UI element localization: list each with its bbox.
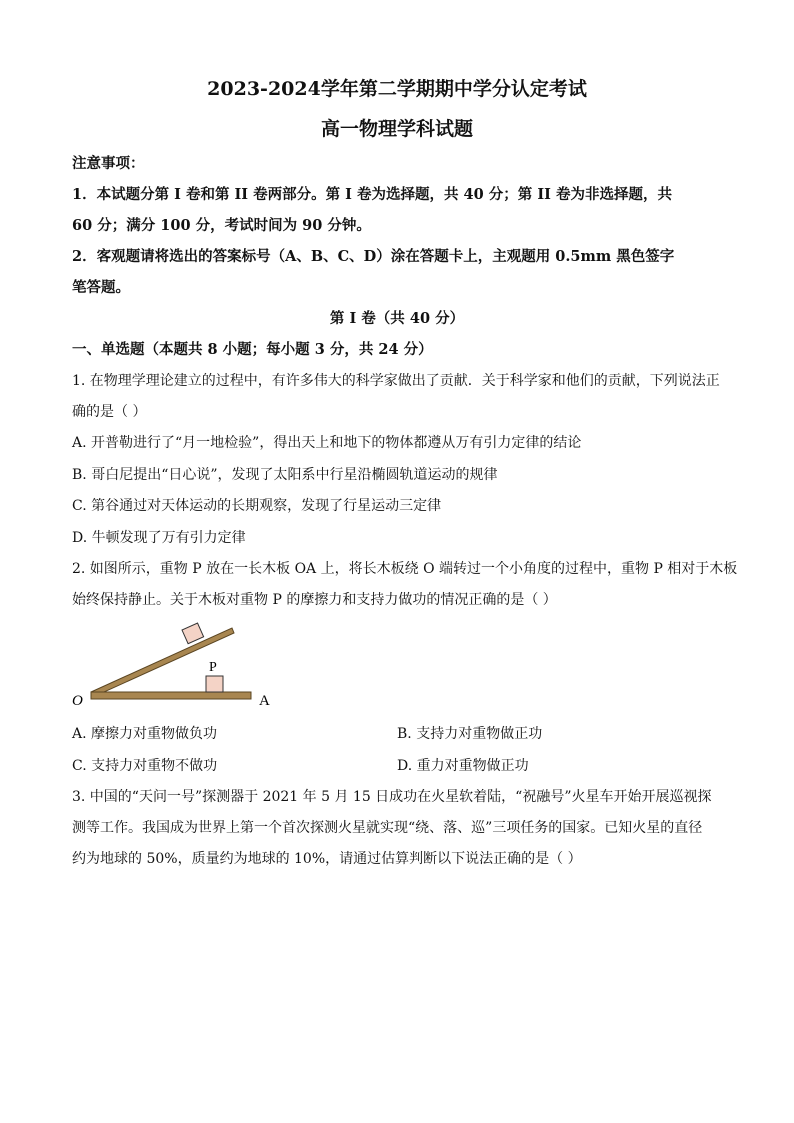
notice-heading: 注意事项： — [72, 155, 145, 172]
q1-stem-line-1: 1. 在物理学理论建立的过程中，有许多伟大的科学家做出了贡献．关于科学家和他们的贡献，下列说法正 — [72, 373, 720, 389]
q2-option-b: B. 支持力对重物做正功 — [397, 726, 543, 742]
exam-subtitle: 高一物理学科试题 — [320, 118, 473, 140]
label-o: O — [72, 693, 83, 709]
q1-option-b: B. 哥白尼提出“日心说”，发现了太阳系中行星沿椭圆轨道运动的规律 — [72, 467, 498, 483]
label-a: A — [259, 693, 270, 709]
q2-stem-line-1: 2. 如图所示，重物 P 放在一长木板 OA 上，将长木板绕 O 端转过一个小角度的过程中，重物 P 相对于木板 — [72, 561, 738, 577]
inclined-board-diagram — [66, 616, 286, 712]
exam-title: 2023-2024学年第二学期期中学分认定考试 — [207, 78, 587, 100]
q1-option-a: A. 开普勒进行了“月一地检验”，得出天上和地下的物体都遵从万有引力定律的结论 — [72, 435, 582, 451]
q2-stem-line-2: 始终保持静止。关于木板对重物 P 的摩擦力和支持力做功的情况正确的是（ ） — [72, 592, 557, 608]
notice-item-2-line-1: 2．客观题请将选出的答案标号（A、B、C、D）涂在答题卡上，主观题用 0.5mm 黑色签字 — [72, 248, 675, 265]
notice-item-2-line-2: 笔答题。 — [72, 279, 130, 296]
q1-option-c: C. 第谷通过对天体运动的长期观察，发现了行星运动三定律 — [72, 498, 442, 514]
notice-item-1-line-2: 60 分；满分 100 分，考试时间为 90 分钟。 — [72, 217, 371, 234]
q3-stem-line-3: 约为地球的 50%，质量约为地球的 10%，请通过估算判断以下说法正确的是（ ） — [72, 851, 582, 867]
q2-option-d: D. 重力对重物做正功 — [397, 758, 529, 774]
q3-stem-line-1: 3. 中国的“天问一号”探测器于 2021 年 5 月 15 日成功在火星软着陆，“祝融号”火星车开始开展巡视探 — [72, 789, 712, 805]
q3-stem-line-2: 测等工作。我国成为世界上第一个首次探测火星就实现“绕、落、巡”三项任务的国家。已知火星的直径 — [72, 820, 703, 836]
part-1-heading: 第 I 卷（共 40 分） — [329, 310, 465, 327]
notice-item-1-line-1: 1．本试题分第 I 卷和第 II 卷两部分。第 I 卷为选择题，共 40 分；第 II 卷为非选择题，共 — [72, 186, 672, 203]
horizontal-board — [91, 692, 251, 699]
q1-stem-line-2: 确的是（ ） — [72, 404, 147, 420]
q2-board-figure — [66, 616, 286, 716]
q2-option-a: A. 摩擦力对重物做负功 — [72, 726, 218, 742]
q2-option-c: C. 支持力对重物不做功 — [72, 758, 218, 774]
block-p — [206, 676, 223, 692]
label-p: P — [209, 660, 217, 675]
q1-option-d: D. 牛顿发现了万有引力定律 — [72, 530, 246, 546]
block-on-tilted-board — [182, 623, 204, 644]
section-heading: 一、单选题（本题共 8 小题；每小题 3 分，共 24 分） — [72, 341, 433, 358]
